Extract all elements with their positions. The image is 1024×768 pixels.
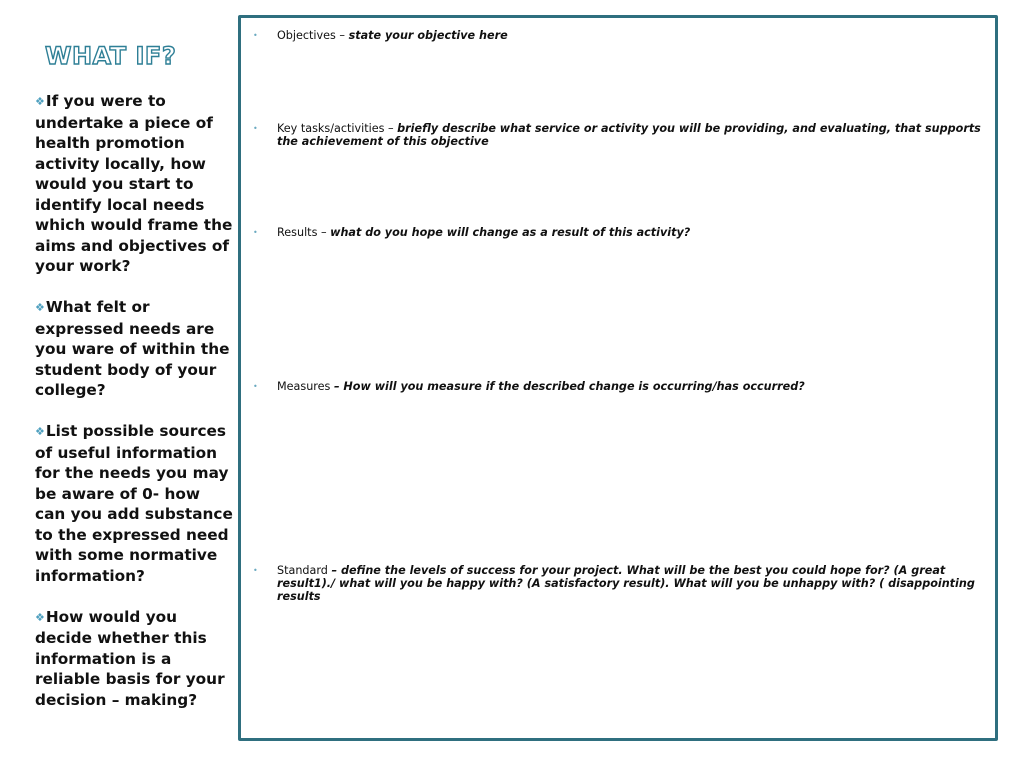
item-label: Measures <box>277 380 334 393</box>
dot-bullet-icon: • <box>253 228 258 237</box>
template-panel <box>238 15 998 741</box>
question-item <box>35 297 235 401</box>
questions-list <box>35 91 235 731</box>
question-text: If you were to undertake a piece of health promotion activity locally, how would you start to identify local needs which would frame the aims and objectives of your work? <box>35 92 233 275</box>
objectives-item <box>253 29 995 42</box>
question-item <box>35 607 235 711</box>
dot-bullet-icon: • <box>253 31 258 40</box>
item-description: – define the levels of success for your project. What will be the best you could hope for? (A great result1)./ what will you be happy with? (A satisfactory result). What will you be unhappy with? ( disappointing results <box>277 564 975 603</box>
question-text: What felt or expressed needs are you ware of within the student body of your college? <box>35 298 230 399</box>
diamond-bullet-icon: ❖ <box>35 95 45 108</box>
question-item <box>35 91 235 277</box>
key-tasks-item <box>253 122 995 148</box>
item-description: state your objective here <box>348 29 508 42</box>
question-item <box>35 421 235 586</box>
item-label: Standard <box>277 564 332 577</box>
standard-item <box>253 564 995 603</box>
measures-item <box>253 380 995 393</box>
item-description: briefly describe what service or activity you will be providing, and evaluating, that supports the achievement of this objective <box>277 122 981 148</box>
diamond-bullet-icon: ❖ <box>35 610 45 624</box>
dot-bullet-icon: • <box>253 382 258 391</box>
diamond-bullet-icon: ❖ <box>35 301 45 314</box>
diamond-bullet-icon: ❖ <box>35 425 45 438</box>
dot-bullet-icon: • <box>253 124 258 133</box>
slide-title: WHAT IF? <box>45 42 177 70</box>
item-label: Objectives – <box>277 29 349 42</box>
question-text: List possible sources of useful information for the needs you may be aware of 0- how can you add substance to the expressed need with some normative information? <box>35 422 233 585</box>
item-label: Key tasks/activities – <box>277 122 398 135</box>
item-description: what do you hope will change as a result of this activity? <box>330 226 691 239</box>
dot-bullet-icon: • <box>253 566 258 575</box>
results-item <box>253 226 995 239</box>
item-label: Results – <box>277 226 331 239</box>
item-description: – How will you measure if the described change is occurring/has occurred? <box>333 380 805 393</box>
question-text: How would you decide whether this information is a reliable basis for your decision – making? <box>35 607 225 709</box>
